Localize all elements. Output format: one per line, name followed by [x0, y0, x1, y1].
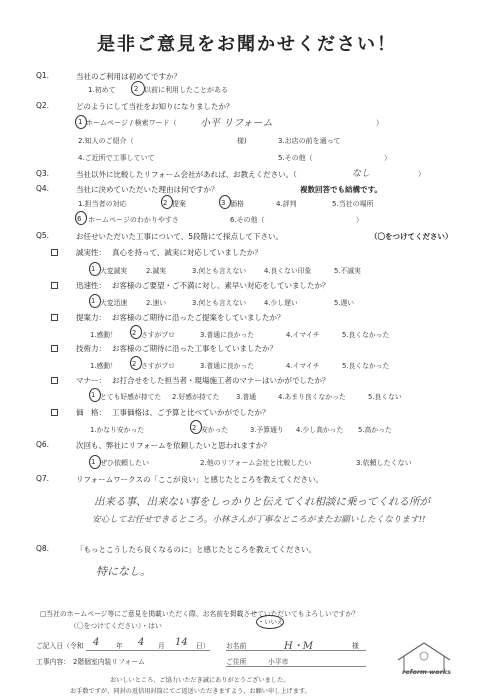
q5-option[interactable]: 2.誠実 — [146, 267, 167, 275]
q4-question: 当社に決めていただいた理由は何ですか？ — [76, 185, 219, 194]
q5-number: Q5. — [36, 231, 50, 240]
q4-note: 複数回答でも結構です。 — [300, 185, 382, 194]
q7-question: リフォームワークスの「ここが良い」と感じたところを教えてください。 — [76, 475, 324, 484]
q2-option-1[interactable]: ホームページ / 検索ワード（ — [86, 119, 177, 127]
q5-item-label: 迅速性： — [76, 281, 106, 290]
q7-answer-line-2: 安心してお任せできるところ。小林さんが丁寧なところがまたお願いしたくなります!! — [92, 515, 426, 525]
q6-option-1[interactable]: ぜひ依頼したい — [100, 459, 149, 467]
q5-option[interactable]: 2.好感が持てた — [172, 393, 220, 401]
q8-question: 「もっとこうしたら良くなるのに」と感じたところを教えてください。 — [76, 545, 316, 554]
q5-option[interactable]: さすがプロ — [141, 331, 175, 339]
q5-option[interactable]: 3.普通に良かった — [200, 362, 255, 370]
q5-option-number: 1 — [91, 297, 96, 305]
q5-item-checkbox[interactable] — [51, 345, 58, 352]
q5-option[interactable]: 4.少し高かった — [296, 426, 344, 434]
work-label: 工事内容： — [36, 658, 70, 666]
q3-close: ） — [418, 170, 425, 178]
work-content: 2階個室内装リフォーム — [73, 658, 145, 666]
q8-number: Q8. — [36, 544, 50, 553]
q1-option-2-number: 2 — [134, 85, 139, 93]
q2-option-5[interactable]: 5.その他（ — [278, 154, 313, 162]
q6-option-3[interactable]: 3.依頼したくない — [356, 459, 412, 467]
q5-option[interactable]: 3.予算通り — [250, 426, 284, 434]
q4-option-5[interactable]: 5.当社の場所 — [332, 200, 374, 208]
q4-option-2[interactable]: 提案 — [172, 200, 186, 208]
name-suffix: 様 — [352, 642, 359, 650]
q5-option-number: 2 — [132, 329, 137, 337]
q2-option-5-close: ） — [384, 154, 391, 162]
q5-option[interactable]: 5.良くなかった — [342, 331, 390, 339]
q3-question: 当社以外に比較したリフォーム会社があれば、お教えください。（ — [76, 170, 297, 179]
q5-item-question: お客様のご期待に沿ったご提案をしていましたか？ — [112, 313, 285, 322]
q5-option[interactable]: 2.速い — [146, 299, 167, 307]
q4-number: Q4. — [36, 184, 50, 193]
q3-answer: なし — [352, 169, 371, 179]
q5-option[interactable]: 大変誠実 — [100, 267, 128, 275]
q2-number: Q2. — [36, 101, 50, 110]
q5-item-label: 提案力： — [76, 313, 106, 322]
date-year: 4 — [93, 637, 100, 648]
address-value: 小平市 — [268, 658, 289, 666]
q8-answer: 特になし。 — [96, 565, 151, 578]
q5-option[interactable]: 5.遅い — [334, 299, 355, 307]
q5-option[interactable]: さすがプロ — [141, 362, 175, 370]
q4-option-2-number: 2 — [163, 199, 168, 207]
q5-item-label: 誠実性： — [76, 248, 106, 257]
q1-number: Q1. — [36, 71, 50, 80]
q1-option-2[interactable]: 以前に利用したことがある — [144, 86, 228, 94]
q5-question: お任せいただいた工事について、5段階にて採点して下さい。 — [76, 232, 283, 241]
date-label: ご記入日（令和 — [36, 642, 84, 650]
q5-item-label: 技術力： — [76, 344, 106, 353]
date-day: 14 — [175, 637, 188, 648]
q5-item-checkbox[interactable] — [51, 377, 58, 384]
q1-question: 当社のご利用は初めてですか？ — [76, 72, 181, 81]
q2-option-4[interactable]: 4.ご近所で工事していて — [78, 154, 155, 162]
q5-option[interactable]: 3.何とも言えない — [192, 267, 247, 275]
q5-option[interactable]: 5.良くない — [368, 393, 402, 401]
q5-item-checkbox[interactable] — [51, 314, 58, 321]
q5-item-question: 工事価格は、ご予算と比べていかがでしたか？ — [112, 408, 270, 417]
q5-option[interactable]: 4.イマイチ — [286, 331, 320, 339]
q5-option-number: 1 — [91, 391, 96, 399]
q5-option[interactable]: 4.イマイチ — [286, 362, 320, 370]
q5-item-question: お客様のご要望・ご不満に対し、素早い対応をしていましたか？ — [112, 281, 330, 290]
q5-item-label: 価 格： — [76, 408, 106, 417]
q5-option[interactable]: 大変迅速 — [100, 299, 128, 307]
date-underline — [86, 650, 210, 651]
q4-option-1[interactable]: 1.担当者の対応 — [78, 200, 127, 208]
date-year-unit: 年 — [116, 642, 123, 650]
name-underline — [226, 650, 366, 651]
q6-option-1-number: 1 — [91, 458, 96, 466]
date-month: 4 — [138, 637, 145, 648]
q4-option-4[interactable]: 4.評判 — [276, 200, 297, 208]
company-logo-text: reform works — [402, 668, 452, 676]
q5-option[interactable]: 4.あまり良くなかった — [278, 393, 346, 401]
q4-option-6[interactable]: ホームページのわかりやすさ — [88, 216, 179, 224]
q5-item-question: お打合せをした担当者・現場施工者のマナーはいかがでしたか？ — [112, 376, 330, 385]
consent-question: □当社のホームページ等にご意見を掲載いただく際、お名前を掲載させていただいてもよろしいですか？ — [40, 610, 359, 618]
consent-no-option[interactable]: ・いいえ — [258, 619, 284, 626]
name-value: H・M — [284, 641, 313, 652]
q5-option[interactable]: 5.高かった — [358, 426, 392, 434]
page-title: 是非ご意見をお聞かせください！ — [97, 34, 397, 55]
q6-option-2[interactable]: 2.他のリフォーム会社と比較したい — [200, 459, 312, 467]
q5-note: （〇をつけてください） — [370, 232, 453, 241]
q5-option[interactable]: 4.少し遅い — [264, 299, 298, 307]
consent-options[interactable]: （〇をつけてください）・はい — [70, 622, 162, 630]
q2-option-1-number: 1 — [78, 118, 83, 126]
thanks-line-2: お手数ですが、同封の返信用封筒にてご返送いただきますよう、お願い申し上げます。 — [70, 688, 311, 695]
q5-option[interactable]: 3.普通に良かった — [200, 331, 255, 339]
q2-option-2-suffix: 様) — [237, 137, 247, 145]
q5-option[interactable]: 1.感動！ — [90, 331, 117, 339]
q5-item-checkbox[interactable] — [51, 409, 58, 416]
q5-option[interactable]: 3.何とも言えない — [192, 299, 247, 307]
q6-number: Q6. — [36, 440, 50, 449]
q2-search-word-answer: 小平 リフォーム — [200, 118, 273, 129]
q7-number: Q7. — [36, 474, 50, 483]
q3-number: Q3. — [36, 169, 50, 178]
q5-item-checkbox[interactable] — [51, 282, 58, 289]
q5-item-question: お客様のご期待に沿った工事をしていましたか？ — [112, 344, 277, 353]
q5-option[interactable]: 1.感動！ — [90, 362, 117, 370]
q5-option-number: 1 — [91, 265, 96, 273]
q4-option-7-close: ） — [356, 216, 363, 224]
q4-option-7[interactable]: 6.その他（ — [230, 216, 265, 224]
q7-answer-line-1: 出来る事、出来ない事をしっかりと伝えてくれ相談に乗ってくれる所が — [94, 496, 430, 508]
name-label: お名前 — [226, 642, 247, 650]
q2-option-3[interactable]: 3.お店の前を通って — [278, 137, 341, 145]
date-month-unit: 月 — [158, 642, 165, 650]
q5-item-question: 真心を持って、誠実に対応していましたか？ — [112, 248, 262, 257]
q2-question: どのようにして当社をお知りになりましたか？ — [76, 102, 234, 111]
address-underline — [226, 666, 366, 667]
q5-option-number: 2 — [192, 424, 197, 432]
address-label: ご住所 — [226, 658, 247, 666]
q5-option[interactable]: 1.かなり安かった — [90, 426, 145, 434]
q5-item-label: マナー： — [76, 376, 106, 385]
q5-option[interactable]: 3.普通 — [236, 393, 257, 401]
q2-option-1-close: ） — [376, 119, 383, 127]
q5-option[interactable]: とても好感が持てた — [100, 393, 162, 401]
q4-option-3-number: 3 — [221, 199, 226, 207]
q6-question: 次回も、弊社にリフォームを依頼したいと思われますか？ — [76, 441, 271, 450]
q5-option[interactable]: 4.良くない印象 — [264, 267, 312, 275]
q4-option-6-number: 6 — [77, 215, 82, 223]
date-day-unit: 日） — [196, 642, 210, 650]
q4-option-3[interactable]: 価格 — [230, 200, 244, 208]
q5-option[interactable]: 安かった — [201, 426, 229, 434]
q5-item-checkbox[interactable] — [51, 249, 58, 256]
q2-option-2[interactable]: 2.知人のご紹介（ — [78, 137, 134, 145]
q5-option[interactable]: 5.不誠実 — [334, 267, 361, 275]
q1-option-1[interactable]: 1.初めて — [88, 86, 116, 94]
thanks-line-1: おいしいところ、ご協力いただき誠にありがとうございました。 — [110, 677, 290, 684]
q5-option-number: 2 — [132, 360, 137, 368]
q5-option[interactable]: 5.良くなかった — [342, 362, 390, 370]
